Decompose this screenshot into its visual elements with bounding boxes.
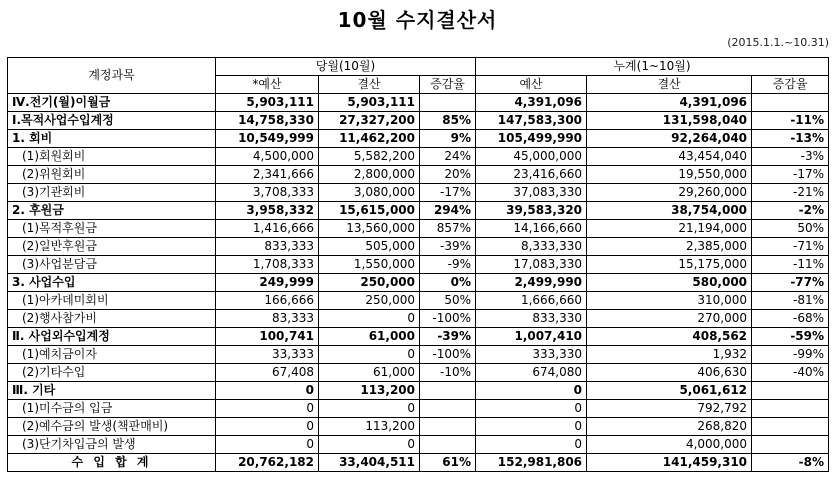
row-label: (1)목적후원금 [8,220,216,238]
cumulative-rate-cell: -8% [752,454,829,472]
month-rate-cell: 9% [420,130,476,148]
cumulative-budget-cell: 0 [476,382,587,400]
month-budget-cell: 0 [216,436,319,454]
month-settlement-cell: 1,550,000 [319,256,420,274]
month-budget-cell: 83,333 [216,310,319,328]
month-settlement-cell: 11,462,200 [319,130,420,148]
month-rate-cell: 61% [420,454,476,472]
settlement-table [7,57,829,472]
month-budget-cell: 1,416,666 [216,220,319,238]
table-row [8,130,829,148]
table-row [8,94,829,112]
table-row [8,112,829,130]
cumulative-budget-cell: 333,330 [476,346,587,364]
cumulative-settlement-cell: 580,000 [587,274,752,292]
cumulative-settlement-cell: 19,550,000 [587,166,752,184]
table-row [8,418,829,436]
cumulative-rate-cell: -11% [752,112,829,130]
cumulative-rate-cell: -59% [752,328,829,346]
cumulative-budget-cell: 1,007,410 [476,328,587,346]
cumulative-rate-cell: -71% [752,238,829,256]
cumulative-settlement-cell: 406,630 [587,364,752,382]
header-cumulative-group: 누계(1~10월) [476,58,829,76]
table-row [8,382,829,400]
month-settlement-cell: 13,560,000 [319,220,420,238]
cumulative-rate-cell: -21% [752,184,829,202]
row-label: 1. 회비 [8,130,216,148]
month-settlement-cell: 113,200 [319,418,420,436]
cumulative-rate-cell: -77% [752,274,829,292]
month-rate-cell: 0% [420,274,476,292]
month-rate-cell: -100% [420,346,476,364]
table-row [8,364,829,382]
cumulative-rate-cell: -68% [752,310,829,328]
cumulative-rate-cell: 50% [752,220,829,238]
cumulative-settlement-cell: 4,391,096 [587,94,752,112]
row-label: (1)예치금이자 [8,346,216,364]
table-row [8,436,829,454]
row-label: Ⅱ. 사업외수입계정 [8,328,216,346]
month-rate-cell: 857% [420,220,476,238]
month-settlement-cell: 113,200 [319,382,420,400]
cumulative-budget-cell: 37,083,330 [476,184,587,202]
cumulative-settlement-cell: 15,175,000 [587,256,752,274]
cumulative-rate-cell: -13% [752,130,829,148]
table-row [8,184,829,202]
month-settlement-cell: 250,000 [319,274,420,292]
row-label: (3)단기차입금의 발생 [8,436,216,454]
month-rate-cell: -17% [420,184,476,202]
month-budget-cell: 0 [216,418,319,436]
month-budget-cell: 3,708,333 [216,184,319,202]
table-row [8,202,829,220]
month-budget-cell: 1,708,333 [216,256,319,274]
row-label: (2)기타수입 [8,364,216,382]
header-month-settlement: 결산 [319,76,420,94]
header-month-budget: *예산 [216,76,319,94]
month-rate-cell: -39% [420,238,476,256]
cumulative-budget-cell: 39,583,320 [476,202,587,220]
header-cumulative-budget: 예산 [476,76,587,94]
cumulative-settlement-cell: 408,562 [587,328,752,346]
month-settlement-cell: 61,000 [319,328,420,346]
table-row [8,400,829,418]
table-row [8,454,829,472]
row-label: (1)아카데미회비 [8,292,216,310]
cumulative-settlement-cell: 5,061,612 [587,382,752,400]
row-label: (1)회원회비 [8,148,216,166]
table-row [8,256,829,274]
month-rate-cell: 50% [420,292,476,310]
month-settlement-cell: 5,582,200 [319,148,420,166]
table-row [8,346,829,364]
table-row [8,310,829,328]
cumulative-rate-cell [752,400,829,418]
cumulative-budget-cell: 152,981,806 [476,454,587,472]
cumulative-budget-cell: 17,083,330 [476,256,587,274]
table-row [8,220,829,238]
month-rate-cell: -10% [420,364,476,382]
month-budget-cell: 0 [216,400,319,418]
table-row [8,292,829,310]
month-rate-cell: 24% [420,148,476,166]
row-label: 수 입 합 계 [8,454,216,472]
month-rate-cell: 20% [420,166,476,184]
cumulative-rate-cell [752,418,829,436]
cumulative-budget-cell: 0 [476,418,587,436]
month-rate-cell [420,436,476,454]
row-label: Ⅰ.목적사업수입계정 [8,112,216,130]
month-budget-cell: 249,999 [216,274,319,292]
period-range: (2015.1.1.~10.31) [727,36,829,49]
header-month-rate: 증감율 [420,76,476,94]
row-label: 3. 사업수입 [8,274,216,292]
month-rate-cell: 85% [420,112,476,130]
header-month-group: 당월(10월) [216,58,476,76]
row-label: (2)예수금의 발생(책판매비) [8,418,216,436]
cumulative-rate-cell [752,382,829,400]
month-rate-cell [420,94,476,112]
month-settlement-cell: 250,000 [319,292,420,310]
month-settlement-cell: 5,903,111 [319,94,420,112]
month-settlement-cell: 3,080,000 [319,184,420,202]
cumulative-rate-cell: -40% [752,364,829,382]
cumulative-budget-cell: 45,000,000 [476,148,587,166]
month-settlement-cell: 0 [319,436,420,454]
month-budget-cell: 4,500,000 [216,148,319,166]
cumulative-rate-cell [752,94,829,112]
month-settlement-cell: 33,404,511 [319,454,420,472]
cumulative-settlement-cell: 1,932 [587,346,752,364]
table-row [8,274,829,292]
month-rate-cell: -39% [420,328,476,346]
month-budget-cell: 14,758,330 [216,112,319,130]
cumulative-rate-cell: -11% [752,256,829,274]
cumulative-settlement-cell: 270,000 [587,310,752,328]
cumulative-budget-cell: 0 [476,400,587,418]
cumulative-settlement-cell: 38,754,000 [587,202,752,220]
cumulative-budget-cell: 2,499,990 [476,274,587,292]
header-cumulative-rate: 증감율 [752,76,829,94]
month-budget-cell: 833,333 [216,238,319,256]
month-rate-cell: -100% [420,310,476,328]
month-budget-cell: 3,958,332 [216,202,319,220]
cumulative-budget-cell: 833,330 [476,310,587,328]
cumulative-rate-cell: -3% [752,148,829,166]
header-account: 계정과목 [8,58,216,94]
row-label: (1)미수금의 입금 [8,400,216,418]
cumulative-settlement-cell: 21,194,000 [587,220,752,238]
month-rate-cell [420,400,476,418]
row-label: Ⅲ. 기타 [8,382,216,400]
month-budget-cell: 33,333 [216,346,319,364]
month-settlement-cell: 61,000 [319,364,420,382]
cumulative-settlement-cell: 92,264,040 [587,130,752,148]
month-settlement-cell: 15,615,000 [319,202,420,220]
month-settlement-cell: 2,800,000 [319,166,420,184]
row-label: (2)행사참가비 [8,310,216,328]
cumulative-settlement-cell: 141,459,310 [587,454,752,472]
month-rate-cell [420,382,476,400]
month-budget-cell: 166,666 [216,292,319,310]
cumulative-budget-cell: 1,666,660 [476,292,587,310]
row-label: Ⅳ.전기(월)이월금 [8,94,216,112]
month-rate-cell [420,418,476,436]
cumulative-rate-cell: -81% [752,292,829,310]
cumulative-settlement-cell: 4,000,000 [587,436,752,454]
cumulative-rate-cell: -99% [752,346,829,364]
row-label: (2)위원회비 [8,166,216,184]
month-budget-cell: 2,341,666 [216,166,319,184]
table-row [8,166,829,184]
cumulative-budget-cell: 23,416,660 [476,166,587,184]
cumulative-rate-cell [752,436,829,454]
month-budget-cell: 100,741 [216,328,319,346]
month-budget-cell: 67,408 [216,364,319,382]
cumulative-settlement-cell: 792,792 [587,400,752,418]
month-settlement-cell: 0 [319,310,420,328]
cumulative-settlement-cell: 310,000 [587,292,752,310]
cumulative-settlement-cell: 2,385,000 [587,238,752,256]
row-label: (2)일반후원금 [8,238,216,256]
cumulative-settlement-cell: 131,598,040 [587,112,752,130]
cumulative-budget-cell: 0 [476,436,587,454]
cumulative-budget-cell: 8,333,330 [476,238,587,256]
table-row [8,148,829,166]
month-rate-cell: 294% [420,202,476,220]
cumulative-settlement-cell: 43,454,040 [587,148,752,166]
month-budget-cell: 20,762,182 [216,454,319,472]
table-row [8,238,829,256]
row-label: (3)사업분담금 [8,256,216,274]
month-settlement-cell: 27,327,200 [319,112,420,130]
cumulative-budget-cell: 674,080 [476,364,587,382]
month-settlement-cell: 0 [319,400,420,418]
document-title: 10월 수지결산서 [337,8,498,32]
month-settlement-cell: 505,000 [319,238,420,256]
table-body [8,94,829,472]
cumulative-settlement-cell: 268,820 [587,418,752,436]
month-budget-cell: 10,549,999 [216,130,319,148]
cumulative-rate-cell: -2% [752,202,829,220]
row-label: (3)기관회비 [8,184,216,202]
cumulative-rate-cell: -17% [752,166,829,184]
month-budget-cell: 5,903,111 [216,94,319,112]
cumulative-budget-cell: 147,583,300 [476,112,587,130]
month-rate-cell: -9% [420,256,476,274]
month-budget-cell: 0 [216,382,319,400]
table-row [8,328,829,346]
cumulative-budget-cell: 4,391,096 [476,94,587,112]
row-label: 2. 후원금 [8,202,216,220]
cumulative-budget-cell: 14,166,660 [476,220,587,238]
cumulative-settlement-cell: 29,260,000 [587,184,752,202]
cumulative-budget-cell: 105,499,990 [476,130,587,148]
month-settlement-cell: 0 [319,346,420,364]
header-cumulative-settlement: 결산 [587,76,752,94]
